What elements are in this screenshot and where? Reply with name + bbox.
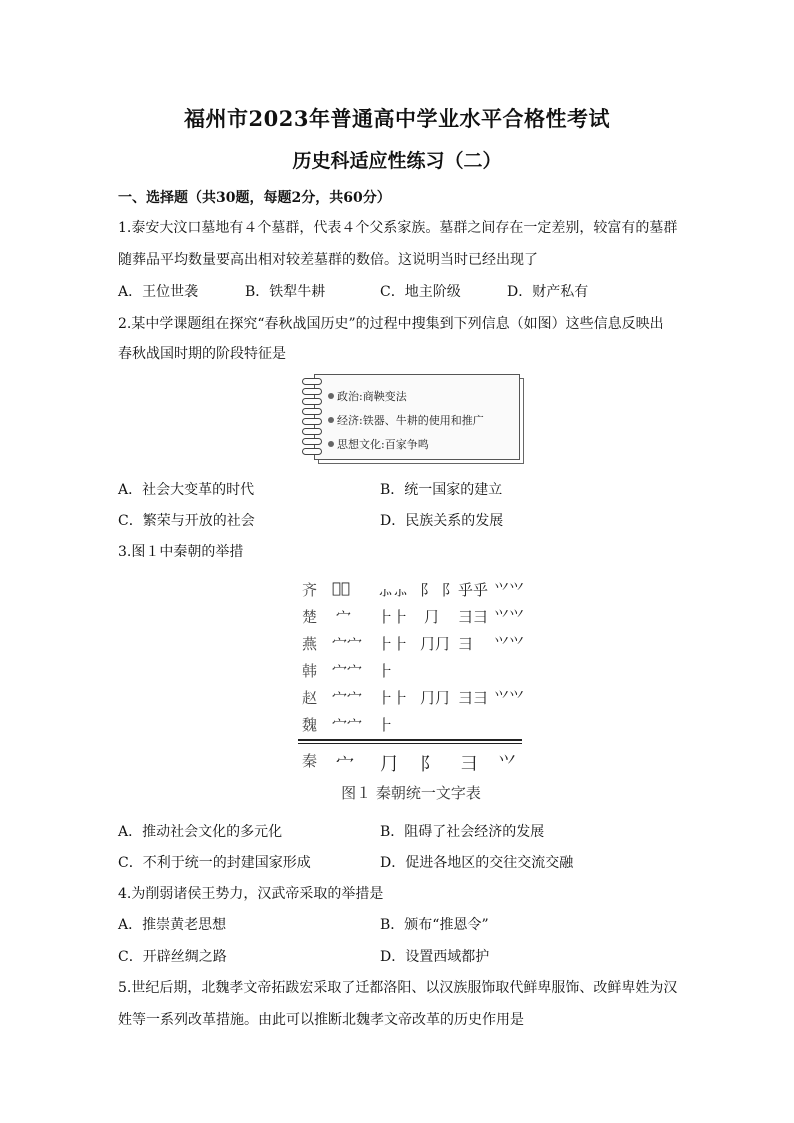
seal-script-glyph: ⺕⺕ xyxy=(458,689,489,707)
table-divider xyxy=(298,739,522,741)
state-label: 魏 xyxy=(302,716,318,734)
spiral-ring xyxy=(302,388,322,395)
seal-script-glyph: 𠫴𠫴 xyxy=(332,579,351,597)
spiral-ring xyxy=(302,398,322,405)
seal-script-glyph: ⻖ xyxy=(420,754,438,775)
seal-script-glyph: ⺊⺊ xyxy=(378,635,409,653)
q1-option-a: A．王位世袭 xyxy=(118,284,199,300)
q5-stem-line1: 5.世纪后期，北魏孝文帝拓跋宏采取了迁都洛阳、以汉族服饰取代鲜卑服饰、改鲜卑姓为汉 xyxy=(118,980,678,996)
spiral-ring xyxy=(302,428,322,435)
q1-stem-line1: 1.泰安大汶口墓地有４个墓群，代表４个父系家族。墓群之间存在一定差别，较富有的墓群 xyxy=(118,220,678,236)
q4-option-b: B．颁布“推恩令” xyxy=(380,917,489,933)
seal-script-glyph: ⺍⺍ xyxy=(494,635,525,653)
table-divider xyxy=(298,743,522,744)
notebook-item: 政治:商鞅变法 xyxy=(328,388,407,404)
q3-option-a: A．推动社会文化的多元化 xyxy=(118,824,283,840)
seal-script-glyph: ⼧⼧ xyxy=(332,689,363,707)
spiral-ring xyxy=(302,378,322,385)
exam-subtitle: 历史科适应性练习（二） xyxy=(292,150,502,172)
section-heading: 一、选择题（共30题，每题2分，共60分） xyxy=(118,190,391,206)
table-row xyxy=(298,606,524,632)
seal-script-glyph: 乎乎 xyxy=(458,581,489,599)
q5-stem-line2: 姓等一系列改革措施。由此可以推断北魏孝文帝改革的历史作用是 xyxy=(118,1012,524,1028)
spiral-ring xyxy=(302,408,322,415)
state-label: 秦 xyxy=(302,752,318,770)
q3-stem: 3.图１中秦朝的举措 xyxy=(118,544,244,560)
q1-option-b: B．铁犁牛耕 xyxy=(245,284,326,300)
seal-script-glyph: ⺕ xyxy=(460,754,478,775)
table-row xyxy=(298,633,524,659)
q4-option-d: D．设置西域都护 xyxy=(380,949,490,965)
seal-script-glyph: ⺆⺆ xyxy=(420,635,451,653)
notebook-figure xyxy=(300,370,522,462)
seal-script-glyph: ⺍⺍ xyxy=(494,608,525,626)
seal-script-glyph: ⺊ xyxy=(378,662,394,680)
state-label: 齐 xyxy=(302,581,318,599)
seal-script-glyph: ⺊ xyxy=(378,716,394,734)
seal-script-glyph: ⺊⺊ xyxy=(378,689,409,707)
q3-option-c: C．不利于统一的封建国家形成 xyxy=(118,855,311,871)
seal-script-glyph: ⼧⼧ xyxy=(332,635,363,653)
character-table-figure xyxy=(298,579,524,775)
q3-option-b: B．阻碍了社会经济的发展 xyxy=(380,824,545,840)
table-row-qin xyxy=(298,750,524,776)
notebook-item: 经济:铁器、牛耕的使用和推广 xyxy=(328,412,484,428)
q2-stem-line2: 春秋战国时期的阶段特征是 xyxy=(118,346,286,362)
table-row xyxy=(298,714,524,740)
bullet-icon xyxy=(328,417,334,423)
seal-script-glyph: ⼧ xyxy=(336,608,352,626)
bullet-icon xyxy=(328,393,334,399)
q2-option-c: C．繁荣与开放的社会 xyxy=(118,513,255,529)
state-label: 燕 xyxy=(302,635,318,653)
seal-script-glyph: ⺍⺍ xyxy=(494,689,525,707)
q4-stem: 4.为削弱诸侯王势力，汉武帝采取的举措是 xyxy=(118,886,384,902)
bullet-icon xyxy=(328,441,334,447)
seal-script-glyph: ⺍ xyxy=(498,754,516,775)
q2-option-b: B．统一国家的建立 xyxy=(380,482,503,498)
exam-title: 福州市2023年普通高中学业水平合格性考试 xyxy=(184,106,610,131)
spiral-ring xyxy=(302,448,322,455)
q2-option-d: D．民族关系的发展 xyxy=(380,513,504,529)
q1-option-c: C．地主阶级 xyxy=(380,284,461,300)
spiral-ring xyxy=(302,418,322,425)
seal-script-glyph: ⺆ xyxy=(380,754,398,775)
seal-script-glyph: ⻖⻏ xyxy=(420,581,451,599)
q2-stem-line1: 2.某中学课题组在探究“春秋战国历史”的过程中搜集到下列信息（如图）这些信息反映出 xyxy=(118,316,664,332)
q3-option-d: D．促进各地区的交往交流交融 xyxy=(380,855,574,871)
seal-script-glyph: ⺕ xyxy=(458,635,474,653)
q2-option-a: A．社会大变革的时代 xyxy=(118,482,255,498)
table-row xyxy=(298,660,524,686)
state-label: 韩 xyxy=(302,662,318,680)
seal-script-glyph: ⺆⺆ xyxy=(420,689,451,707)
figure-caption: 图１ 秦朝统一文字表 xyxy=(341,784,481,802)
table-row xyxy=(298,687,524,713)
seal-script-glyph: ⼧⼧ xyxy=(332,716,363,734)
notebook-item: 思想文化:百家争鸣 xyxy=(328,436,429,452)
seal-script-glyph: ⺊⺊ xyxy=(378,608,409,626)
seal-script-glyph: ⺕⺕ xyxy=(458,608,489,626)
seal-script-glyph: ⼧ xyxy=(336,754,354,775)
q1-stem-line2: 随葬品平均数量要高出相对较差墓群的数倍。这说明当时已经出现了 xyxy=(118,252,538,268)
seal-script-glyph: ⺍⺍ xyxy=(494,581,525,599)
state-label: 赵 xyxy=(302,689,318,707)
q1-option-d: D．财产私有 xyxy=(507,284,589,300)
seal-script-glyph: ⺆ xyxy=(424,608,440,626)
state-label: 楚 xyxy=(302,608,318,626)
q4-option-c: C．开辟丝绸之路 xyxy=(118,949,227,965)
seal-script-glyph: ⺗⺗ xyxy=(378,581,409,599)
table-row xyxy=(298,579,524,605)
q4-option-a: A．推崇黄老思想 xyxy=(118,917,227,933)
spiral-ring xyxy=(302,438,322,445)
seal-script-glyph: ⼧⼧ xyxy=(332,662,363,680)
